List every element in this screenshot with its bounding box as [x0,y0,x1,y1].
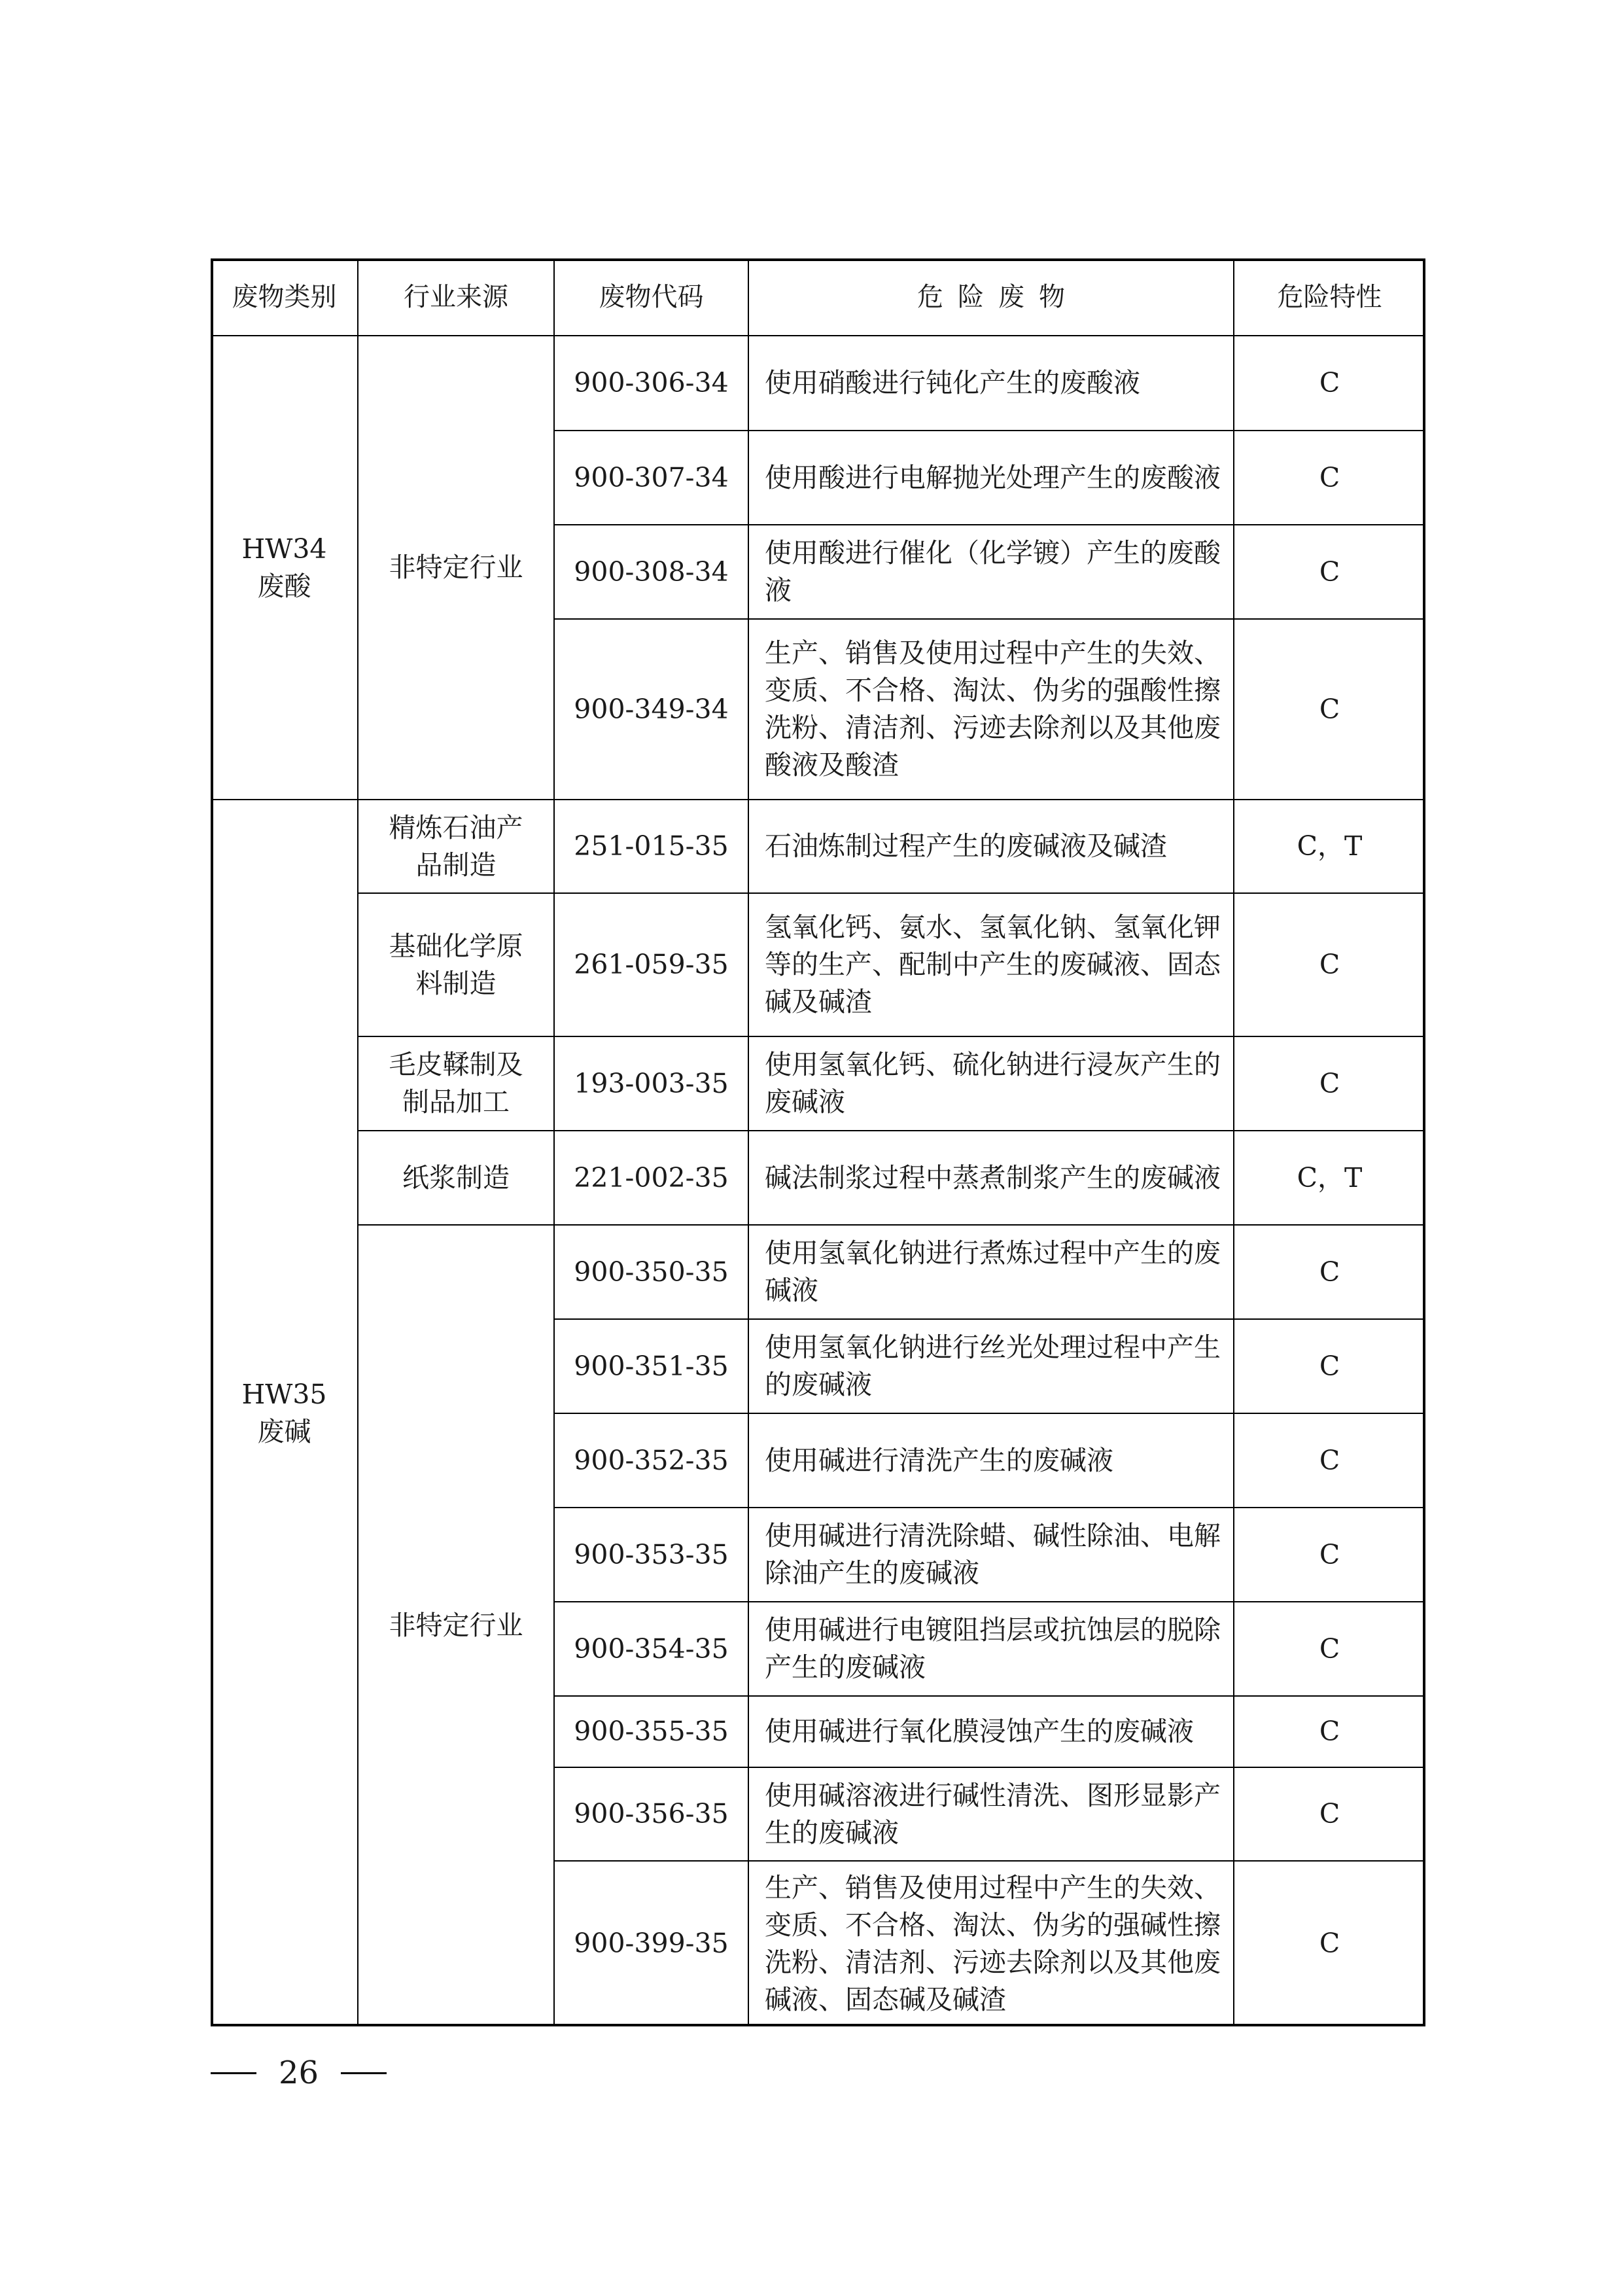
column-divider [357,258,358,2026]
waste-code-cell: 221-002-35 [574,1161,729,1193]
industry-source-cell-line: 非特定行业 [389,552,523,583]
waste-description-cell: 使用氢氧化钠进行煮炼过程中产生的废碱液 [765,1237,1221,1306]
waste-description-cell: 使用酸进行催化（化学镀）产生的废酸液 [765,537,1221,606]
waste-description-cell: 使用氢氧化钠进行丝光处理过程中产生的废碱液 [765,1332,1221,1400]
page-number: 26 [279,2055,319,2091]
industry-source-cell-line: 基础化学原 [389,930,523,962]
hazard-characteristic-cell: C，T [1297,830,1363,862]
waste-code-cell: 900-308-34 [574,556,729,588]
hazard-characteristic-cell: C [1319,367,1340,398]
hazard-characteristic-cell: C [1319,693,1340,725]
waste-code-cell: 900-350-35 [574,1256,729,1288]
industry-source-cell-line: 毛皮鞣制及 [389,1049,523,1080]
waste-description-cell: 石油炼制过程产生的废碱液及碱渣 [765,830,1167,862]
waste-code-cell: 900-356-35 [574,1798,729,1829]
table-frame-bottom [211,2024,1425,2026]
waste-description-cell: 使用碱进行清洗产生的废碱液 [765,1444,1113,1476]
waste-category-cell-line: HW35 [241,1378,327,1410]
footer-dash-right [341,2072,387,2074]
industry-source-cell [358,800,554,893]
hazard-characteristic-cell: C [1319,1350,1340,1382]
industry-source-cell-line: 精炼石油产 [389,811,523,843]
hazardous-waste-table [211,258,1425,2026]
industry-source-cell [358,1131,554,1225]
waste-code-cell: 900-354-35 [574,1633,729,1665]
waste-description-cell: 使用碱进行氧化膜浸蚀产生的废碱液 [765,1716,1194,1747]
waste-code-cell: 900-353-35 [574,1538,729,1570]
hazard-characteristic-cell: C [1319,1716,1340,1747]
waste-code-cell: 193-003-35 [574,1067,729,1099]
waste-description-cell: 使用酸进行电解抛光处理产生的废酸液 [765,461,1221,493]
header-hazard: 危险特性 [1277,281,1382,312]
hazard-characteristic-cell: C [1319,949,1340,980]
waste-code-cell: 900-352-35 [574,1444,729,1476]
waste-description-cell: 使用氢氧化钙、硫化钠进行浸灰产生的废碱液 [765,1049,1221,1118]
industry-source-cell-line: 料制造 [415,967,497,999]
industry-source-cell [358,336,554,800]
waste-code-cell: 900-349-34 [574,693,729,725]
hazard-characteristic-cell: C [1319,461,1340,493]
industry-source-cell-line: 品制造 [415,849,497,881]
table-frame-right [1423,258,1425,2026]
industry-source-cell-line: 非特定行业 [389,1610,523,1641]
hazard-characteristic-cell: C [1319,1633,1340,1665]
waste-code-cell: 900-307-34 [574,461,729,493]
waste-code-cell: 900-399-35 [574,1928,729,1959]
waste-description-cell: 使用碱溶液进行碱性清洗、图形显影产生的废碱液 [765,1779,1221,1848]
waste-category-cell-line: HW34 [241,533,327,565]
industry-source-cell-line: 制品加工 [402,1086,510,1118]
waste-category-cell-line: 废酸 [257,570,311,602]
hazard-characteristic-cell: C [1319,1798,1340,1829]
header-category: 废物类别 [232,281,337,312]
industry-source-cell [358,1225,554,2026]
waste-description-cell: 使用碱进行电镀阻挡层或抗蚀层的脱除产生的废碱液 [765,1614,1221,1683]
header-divider [211,335,1425,336]
waste-description-cell: 碱法制浆过程中蒸煮制浆产生的废碱液 [765,1161,1221,1193]
column-divider [748,258,749,2026]
column-divider [553,258,555,2026]
column-divider [1233,258,1234,2026]
waste-description-cell: 生产、销售及使用过程中产生的失效、变质、不合格、淘汰、伪劣的强酸性擦洗粉、清洁剂、污迹去除剂以及其他废酸液及酸渣 [765,637,1221,781]
waste-code-cell: 900-306-34 [574,367,729,398]
waste-code-cell: 900-355-35 [574,1716,729,1747]
industry-source-cell-line: 纸浆制造 [402,1161,510,1193]
industry-source-cell [358,1036,554,1131]
header-code: 废物代码 [599,281,704,312]
waste-code-cell: 261-059-35 [574,949,729,980]
hazard-characteristic-cell: C [1319,1256,1340,1288]
footer-dash-left [211,2072,256,2074]
waste-code-cell: 251-015-35 [574,830,729,862]
waste-description-cell: 生产、销售及使用过程中产生的失效、变质、不合格、淘汰、伪劣的强碱性擦洗粉、清洁剂、污迹去除剂以及其他废碱液、固态碱及碱渣 [765,1871,1221,2015]
waste-category-cell-line: 废碱 [257,1415,311,1447]
waste-category-cell [211,336,358,800]
hazard-characteristic-cell: C [1319,556,1340,588]
industry-source-cell [358,893,554,1036]
waste-code-cell: 900-351-35 [574,1350,729,1382]
waste-description-cell: 使用碱进行清洗除蜡、碱性除油、电解除油产生的废碱液 [765,1520,1221,1589]
hazard-characteristic-cell: C，T [1297,1161,1363,1193]
header-industry: 行业来源 [404,281,508,312]
hazard-characteristic-cell: C [1319,1444,1340,1476]
header-description: 危险废物 [917,281,1079,312]
table-frame-top [211,258,1425,261]
page-footer [211,2053,485,2093]
waste-category-cell [211,800,358,2026]
hazard-characteristic-cell: C [1319,1538,1340,1570]
waste-description-cell: 使用硝酸进行钝化产生的废酸液 [765,367,1140,398]
waste-description-cell: 氢氧化钙、氨水、氢氧化钠、氢氧化钾等的生产、配制中产生的废碱液、固态碱及碱渣 [765,911,1221,1017]
hazard-characteristic-cell: C [1319,1067,1340,1099]
hazard-characteristic-cell: C [1319,1928,1340,1959]
table-frame-left [211,258,213,2026]
